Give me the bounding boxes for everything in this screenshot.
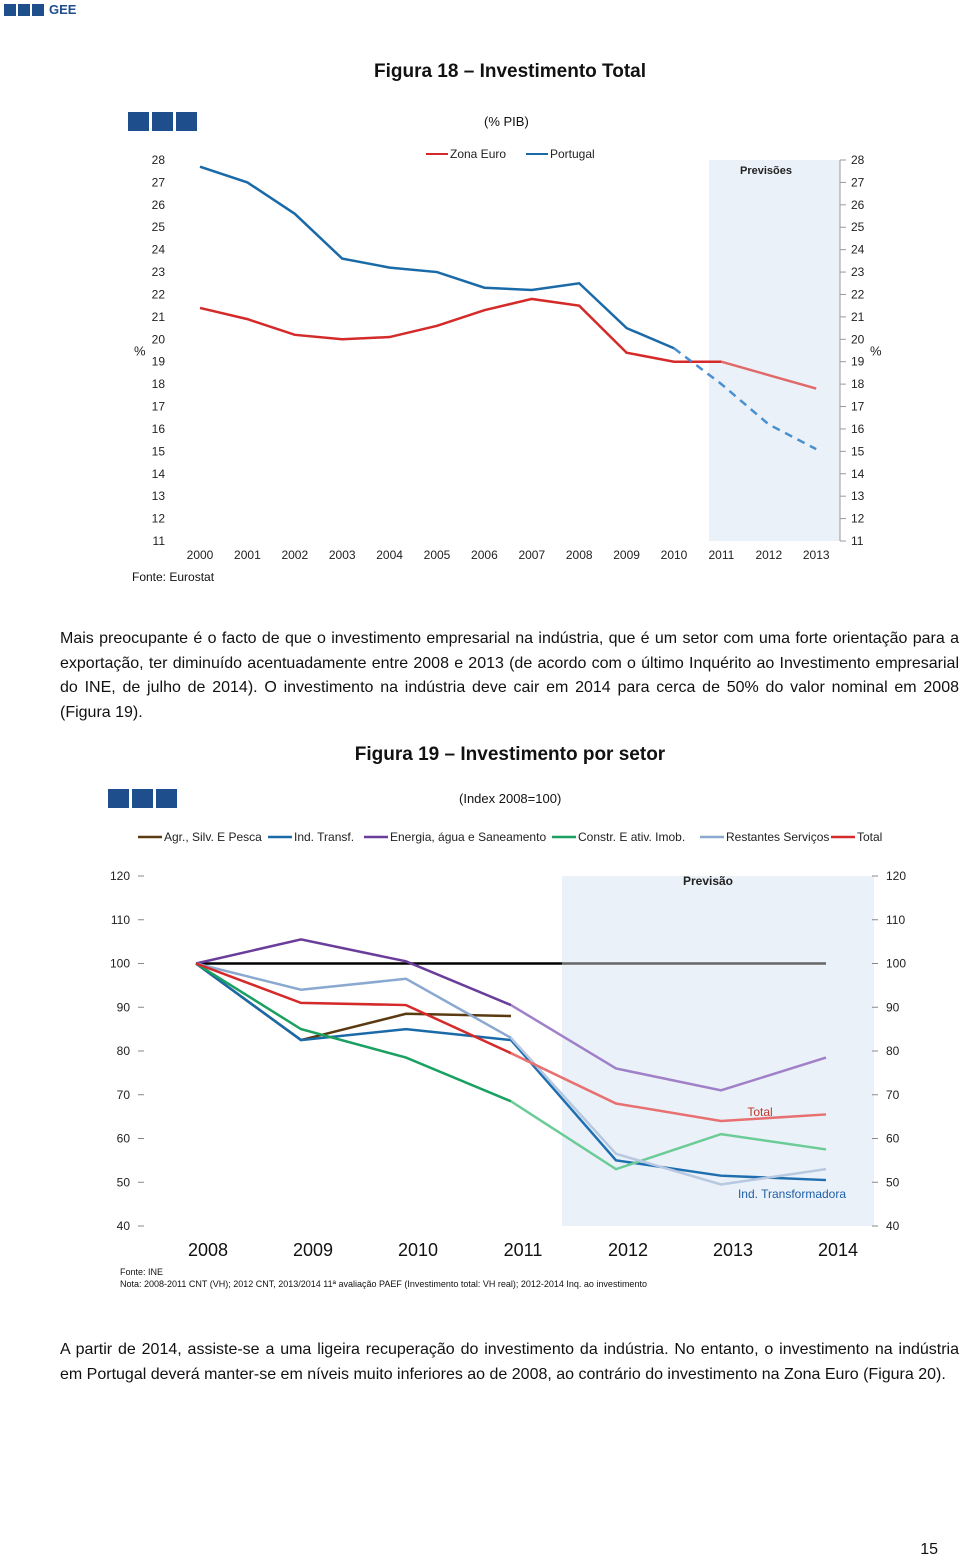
legend-label: Total [857,830,883,844]
y-tick-left: 19 [151,354,165,369]
y-tick-right: 14 [851,466,865,481]
x-tick-label: 2008 [565,548,593,562]
x-tick-label: 2002 [281,548,309,562]
y-tick-left: 80 [116,1044,130,1058]
x-tick-label: 2011 [708,548,735,562]
legend-label: Portugal [550,147,595,161]
y-tick-left: 90 [116,1000,130,1015]
y-tick-right: 20 [851,332,865,347]
y-tick-left: 50 [116,1175,130,1190]
x-tick-label: 2003 [328,548,356,562]
y-tick-right: 11 [851,534,864,548]
y-tick-left: 100 [109,956,130,971]
annotation-total: Total [747,1105,773,1119]
series-line [196,964,511,1054]
x-tick-label: 2000 [186,548,214,562]
y-tick-right: 21 [851,309,865,324]
y-tick-left: 28 [151,153,165,167]
paragraph-2: A partir de 2014, assiste-se a uma ligeira recuperação do investimento da indústria. No entanto, o investimento na indústria em Portugal deverá manter-se em níveis muito inferiores ao de 2008, ao contrário do investimento na Zona Euro (Figura 20). [60,1341,959,1383]
y-tick-right: 27 [851,175,865,190]
x-tick-label: 2014 [817,1240,859,1260]
figure19-note: Nota: 2008-2011 CNT (VH); 2012 CNT, 2013/2014 11ª avaliação PAEF (Investimento total: VH real); 2012-2014 Inq. ao investimento [120,1279,647,1289]
figure19-blue-boxes [108,789,180,808]
x-tick-label: 2001 [234,548,261,562]
figure19-title: Figura 19 – Investimento por setor [354,744,666,765]
x-tick-label: 2008 [187,1240,229,1260]
forecast-area [562,876,874,1226]
y-tick-left: 13 [151,489,165,504]
x-tick-label: 2004 [376,548,403,562]
y-tick-right: 80 [886,1044,900,1058]
gee-logo [4,2,76,17]
legend-label: Restantes Serviços [726,830,830,844]
x-tick-label: 2009 [613,548,640,562]
legend-label: Energia, água e Saneamento [390,830,547,844]
x-tick-label: 2009 [292,1240,334,1260]
y-tick-left: 22 [151,287,165,302]
y-tick-left: 21 [151,309,165,324]
y-tick-left: 20 [151,332,165,347]
y-tick-right: 23 [851,265,865,280]
y-tick-right: 12 [851,511,865,526]
y-tick-right: 40 [886,1219,900,1233]
x-tick-label: 2010 [397,1240,439,1260]
x-tick-label: 2013 [802,548,830,562]
y-tick-right: 90 [886,1000,900,1015]
series-line [196,939,511,1005]
y-tick-right: 50 [886,1175,900,1190]
y-tick-right: 16 [851,421,865,436]
page-number: 15 [920,1541,938,1558]
forecast-label: Previsão [682,874,734,888]
figure18-blue-boxes [128,112,200,131]
x-tick-label: 2010 [660,548,688,562]
y-tick-left: 16 [151,421,165,436]
y-tick-right: 19 [851,354,865,369]
figure19-chart [100,822,920,1270]
y-tick-left: 40 [116,1219,130,1233]
paragraph-1: Mais preocupante é o facto de que o investimento empresarial na indústria, que é um setor com uma forte orientação para a exportação, ter diminuído acentuadamente entre 2008 e 2013 (de acordo com o último Inquérito ao Investimento empresarial do INE, de julho de 2014). O investimento na indústria deve cair em 2014 para cerca de 50% do valor nominal em 2008 (Figura 19). [60,630,959,721]
figure19-subtitle: (Index 2008=100) [459,791,562,806]
y-tick-left: 60 [116,1131,130,1146]
y-tick-left: 12 [151,511,165,526]
y-tick-right: 13 [851,489,865,504]
legend-label: Constr. E ativ. Imob. [578,830,686,844]
y-tick-left: 120 [109,869,130,883]
x-tick-label: 2011 [503,1240,543,1260]
y-tick-right: 28 [851,153,865,167]
x-tick-label: 2012 [755,548,783,562]
y-tick-right: 70 [886,1087,900,1102]
x-tick-label: 2006 [471,548,498,562]
legend-label: Agr., Silv. E Pesca [164,830,262,844]
y-tick-right: 60 [886,1131,900,1146]
annotation-ind-transformadora: Ind. Transformadora [737,1187,847,1201]
y-tick-left: 11 [152,534,165,548]
y-tick-left: 24 [151,242,165,257]
x-tick-label: 2007 [518,548,546,562]
legend-label: Zona Euro [450,147,507,161]
figure18-source: Fonte: Eurostat [132,570,215,584]
y-tick-right: 15 [851,444,865,459]
y-tick-right: 100 [886,956,907,971]
y-tick-right: 120 [886,869,907,883]
x-tick-label: 2005 [423,548,451,562]
y-tick-left: 23 [151,265,165,280]
y-tick-left: 18 [151,377,165,392]
y-tick-right: 17 [851,399,865,414]
y-tick-right: 24 [851,242,865,257]
y-tick-left: 17 [151,399,165,414]
y-tick-right: 26 [851,197,865,212]
legend-label: Ind. Transf. [294,830,355,844]
figure18-subtitle: (% PIB) [484,114,529,129]
figure18-title: Figura 18 – Investimento Total [373,61,647,82]
y-label-left: % [134,343,146,359]
series-line [200,299,721,362]
y-tick-left: 15 [151,444,165,459]
y-tick-right: 22 [851,287,865,302]
x-tick-label: 2012 [607,1240,649,1260]
forecast-area [709,160,840,541]
y-label-right: % [870,343,882,359]
y-tick-right: 18 [851,377,865,392]
y-tick-left: 14 [151,466,165,481]
y-tick-right: 25 [851,220,865,235]
logo-text: GEE [49,2,77,17]
y-tick-left: 26 [151,197,165,212]
x-tick-label: 2013 [712,1240,754,1260]
figure19-source: Fonte: INE [120,1267,164,1277]
y-tick-left: 110 [110,912,130,927]
y-tick-left: 27 [151,175,165,190]
forecast-label: Previsões [740,165,792,177]
y-tick-left: 70 [116,1087,130,1102]
y-tick-right: 110 [886,912,906,927]
y-tick-left: 25 [151,220,165,235]
figure18-chart [120,140,900,570]
series-line [200,167,674,349]
